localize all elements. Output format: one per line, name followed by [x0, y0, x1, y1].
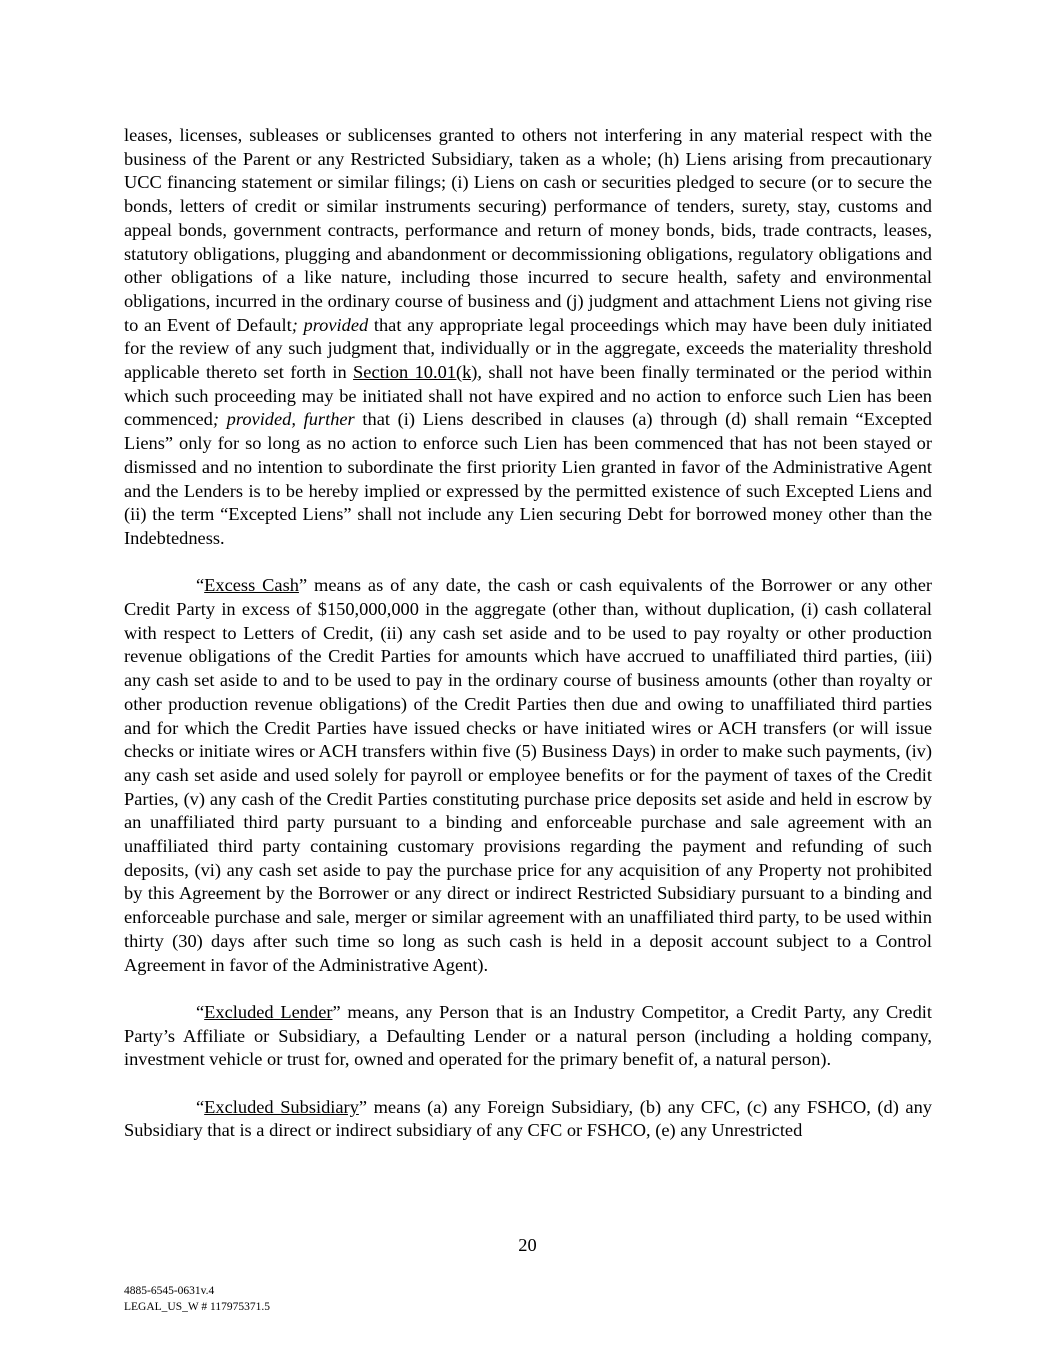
definition-excluded-subsidiary — [124, 1096, 932, 1143]
open-quote: “ — [196, 1001, 205, 1022]
text-run: that any appropriate legal proceedings which may have been duly initiated for the review of any such judgment that, individually or in the aggregate, exceeds the materiality threshold applicable thereto set forth in — [124, 314, 932, 383]
footer-doc-id: 4885-6545-0631v.4 — [124, 1285, 215, 1297]
text-run: leases, licenses, subleases or sublicenses granted to others not interfering in any material respect with the business of the Parent or any Restricted Subsidiary, taken as a whole; (h) Liens arising from precautionary UCC financing statement or similar filings; (i) Liens on cash or securities pledged to secure (or to secure the bonds, letters of credit or similar instruments securing) performance of tenders, surety, stay, customs and appeal bonds, government contracts, performance and return of money bonds, bids, trade contracts, leases, statutory obligations, plugging and abandonment or decommissioning obligations, regulatory obligations and other obligations of a like nature, including those incurred to secure health, safety and environmental obligations, incurred in the ordinary course of business and (j) judgment and attachment Liens not giving rise to an Event of Default — [124, 125, 932, 335]
open-quote: “ — [196, 575, 205, 596]
definition-excluded-lender — [124, 1001, 932, 1072]
document-footer — [124, 1283, 270, 1315]
open-quote: “ — [196, 1096, 205, 1117]
definition-excess-cash — [124, 574, 932, 977]
defined-term: Excess Cash — [204, 575, 299, 596]
italic-provided-further: ; provided, further — [212, 409, 355, 430]
document-body — [124, 124, 932, 1143]
footer-legal-id: LEGAL_US_W # 117975371.5 — [124, 1301, 270, 1313]
section-reference: Section 10.01(k) — [353, 362, 478, 383]
defined-term: Excluded Lender — [204, 1001, 333, 1022]
paragraph-excepted-liens-continued — [124, 124, 932, 551]
text-run: that (i) Liens described in clauses (a) through (d) shall remain “Excepted Liens” only for so long as no action to enforce such Lien has been commenced that has not been stayed or dismissed and no intention to subordinate the first priority Lien granted in favor of the Administrative Agent and the Lenders is to be hereby implied or expressed by the permitted existence of such Excepted Liens and (ii) the term “Excepted Liens” shall not include any Lien securing Debt for borrowed money other than the Indebtedness. — [124, 409, 932, 548]
page-number: 20 — [518, 1235, 537, 1255]
italic-provided: ; provided — [291, 314, 369, 335]
definition-text: ” means, any Person that is an Industry Competitor, a Credit Party, any Credit Party’s Affiliate or Subsidiary, a Defaulting Lender or a natural person (including a holding company, investment vehicle or trust for, owned and operated for the primary benefit of, a natural person). — [124, 1001, 932, 1070]
definition-text: ” means (a) any Foreign Subsidiary, (b) any CFC, (c) any FSHCO, (d) any Subsidiary that is a direct or indirect subsidiary of any CFC or FSHCO, (e) any Unrestricted — [124, 1096, 932, 1141]
definition-text: ” means as of any date, the cash or cash equivalents of the Borrower or any other Credit Party in excess of $150,000,000 in the aggregate (other than, without duplication, (i) cash collateral with respect to Letters of Credit, (ii) any cash set aside and to be used to pay royalty or other production revenue obligations of the Credit Parties for amounts which have accrued to unaffiliated third parties, (iii) any cash set aside to and to be used to pay in the ordinary course of business amounts (other than royalty or other production revenue obligations) of the Credit Parties then due and owing to unaffiliated third parties and for which the Credit Parties have issued checks or have initiated wires or ACH transfers (or will issue checks or initiate wires or ACH transfers within five (5) Business Days) in order to make such payments, (iv) any cash set aside and used solely for payroll or employee benefits or for the payment of taxes of the Credit Parties, (v) any cash of the Credit Parties constituting purchase price deposits set aside and held in escrow by an unaffiliated third party pursuant to a binding and enforceable purchase and sale agreement with an unaffiliated third party containing customary provisions regarding the payment and refunding of such deposits, (vi) any cash set aside to pay the purchase price for any acquisition of any Property not prohibited by this Agreement by the Borrower or any direct or indirect Restricted Subsidiary pursuant to a binding and enforceable purchase and sale, merger or similar agreement with an unaffiliated third party, to be used within thirty (30) days after such time so long as such cash is held in a deposit account subject to a Control Agreement in favor of the Administrative Agent). — [124, 575, 933, 975]
text-run: , shall not have been finally terminated or the period within which such proceeding may be initiated shall not have expired and no action to enforce such Lien has been commenced — [124, 362, 932, 430]
defined-term: Excluded Subsidiary — [204, 1096, 359, 1117]
